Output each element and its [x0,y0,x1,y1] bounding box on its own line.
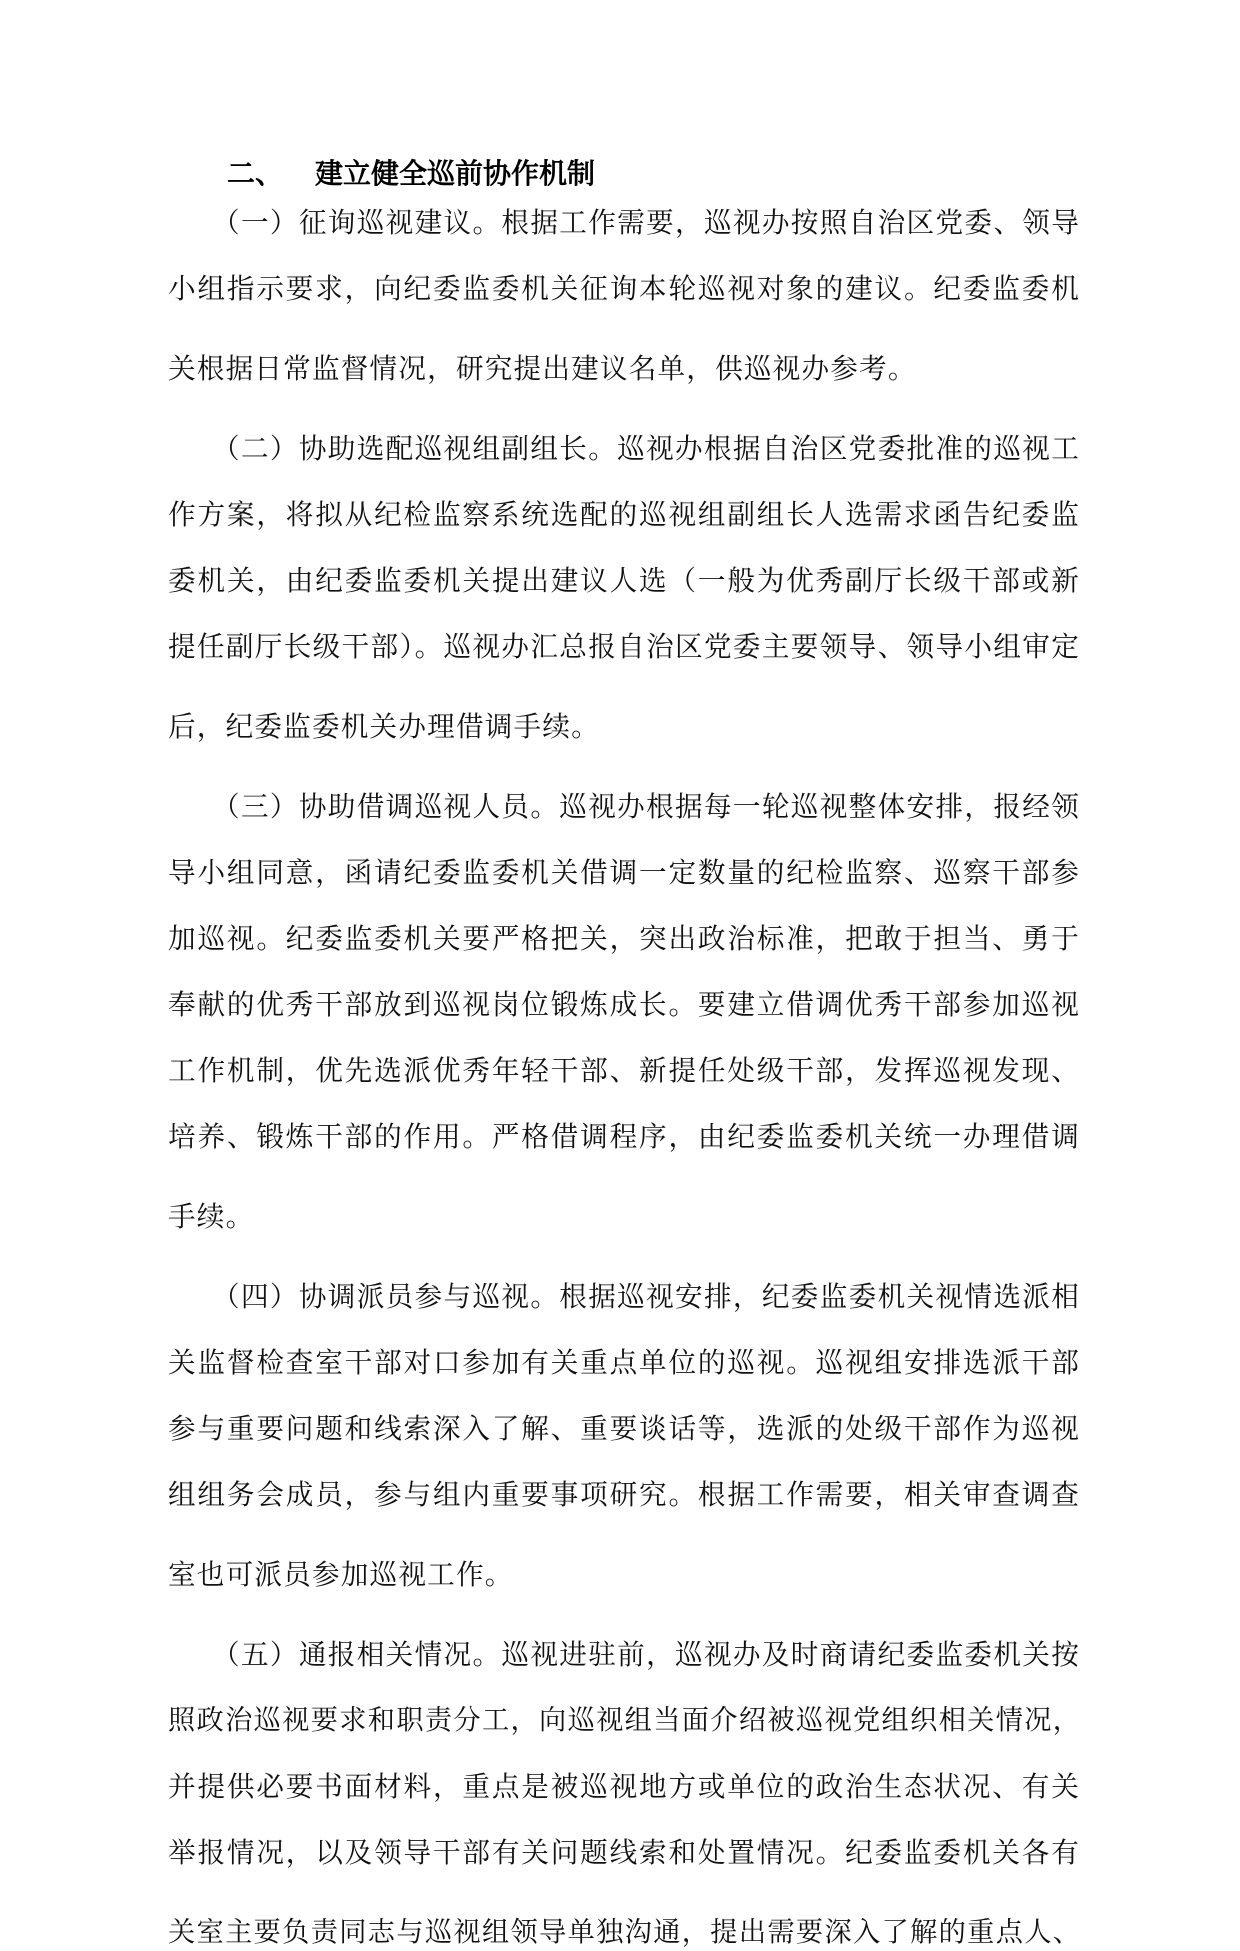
text-line: 委机关，由纪委监委机关提出建议人选（一般为优秀副厅长级干部或新 [168,564,1080,597]
text-line: 奉献的优秀干部放到巡视岗位锻炼成长。要建立借调优秀干部参加巡视 [168,988,1080,1021]
paragraph-3 [168,789,1080,1235]
section-heading [227,150,595,198]
text-line: 关根据日常监督情况，研究提出建议名单，供巡视办参考。 [168,352,917,385]
text-line: 手续。 [168,1200,255,1233]
text-line: 举报情况，以及领导干部有关问题线索和处置情况。纪委监委机关各有 [168,1836,1080,1869]
text-line: 关监督检查室干部对口参加有关重点单位的巡视。巡视组安排选派干部 [168,1346,1080,1379]
paragraph-1 [168,205,1080,387]
text-line: 参与重要问题和线索深入了解、重要谈话等，选派的处级干部作为巡视 [168,1412,1080,1445]
text-line: 后，纪委监委机关办理借调手续。 [168,710,600,743]
paragraph-5 [168,1637,1080,1951]
section-title: 建立健全巡前协作机制 [315,157,596,190]
text-line: 加巡视。纪委监委机关要严格把关，突出政治标准，把敢于担当、勇于 [168,922,1080,955]
body-text [168,205,1080,1951]
text-line: 组组务会成员，参与组内重要事项研究。根据工作需要，相关审查调查 [168,1478,1080,1511]
text-line: 照政治巡视要求和职责分工，向巡视组当面介绍被巡视党组织相关情况， [168,1705,1080,1736]
text-line: （一）征询巡视建议。根据工作需要，巡视办按照自治区党委、领导 [212,206,1080,239]
text-line: 提任副厅长级干部）。巡视办汇总报自治区党委主要领导、领导小组审定 [168,630,1080,663]
text-line: 培养、锻炼干部的作用。严格借调程序，由纪委监委机关统一办理借调 [168,1120,1080,1153]
text-line: 导小组同意，函请纪委监委机关借调一定数量的纪检监察、巡察干部参 [168,856,1080,889]
text-line: （五）通报相关情况。巡视进驻前，巡视办及时商请纪委监委机关按 [212,1638,1080,1671]
text-line: （三）协助借调巡视人员。巡视办根据每一轮巡视整体安排，报经领 [212,790,1080,823]
text-line: 关室主要负责同志与巡视组领导单独沟通，提出需要深入了解的重点人、 [168,1917,1080,1948]
paragraph-4 [168,1279,1080,1593]
text-line: 并提供必要书面材料，重点是被巡视地方或单位的政治生态状况、有关 [168,1770,1080,1803]
text-line: 作方案，将拟从纪检监察系统选配的巡视组副组长人选需求函告纪委监 [168,498,1080,531]
text-line: 工作机制，优先选派优秀年轻干部、新提任处级干部，发挥巡视发现、 [168,1054,1080,1087]
text-line: （四）协调派员参与巡视。根据巡视安排，纪委监委机关视情选派相 [212,1280,1080,1313]
paragraph-2 [168,431,1080,745]
text-line: 室也可派员参加巡视工作。 [168,1558,514,1591]
text-line: 小组指示要求，向纪委监委机关征询本轮巡视对象的建议。纪委监委机 [168,272,1080,305]
section-number: 二、 [227,157,284,190]
text-line: （二）协助选配巡视组副组长。巡视办根据自治区党委批准的巡视工 [212,432,1080,465]
